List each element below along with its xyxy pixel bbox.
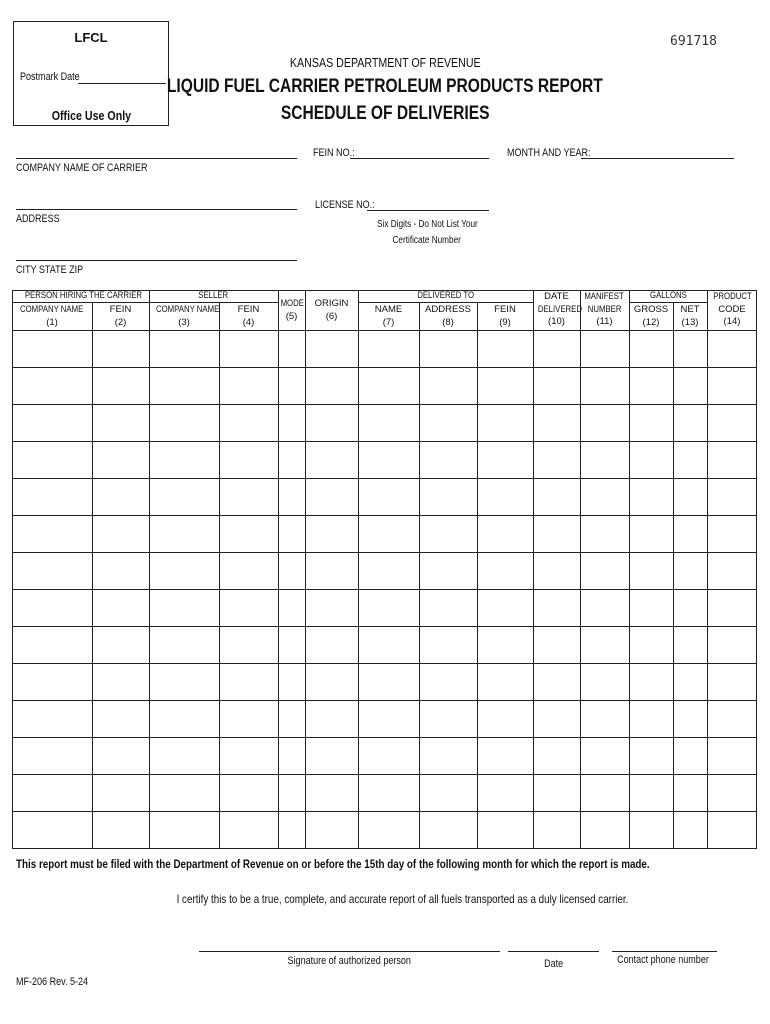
city-state-zip-label: CITY STATE ZIP xyxy=(16,264,84,276)
deliveries-table xyxy=(12,290,757,849)
lfcl-code: LFCL xyxy=(74,30,108,45)
col-header-5: MODE (5) xyxy=(280,298,304,322)
group-seller: SELLER xyxy=(198,290,229,301)
fein-field[interactable] xyxy=(350,158,489,159)
contact-phone-label: Contact phone number xyxy=(617,954,709,966)
office-use-label: Office Use Only xyxy=(51,108,131,123)
city-state-zip-field[interactable] xyxy=(16,260,297,261)
col-header-7: NAME (7) xyxy=(374,304,403,328)
col-header-8: ADDRESS (8) xyxy=(425,304,471,328)
license-label: LICENSE NO.: xyxy=(315,199,375,211)
col-header-9: FEIN (9) xyxy=(494,304,516,328)
filing-deadline-note: This report must be filed with the Department of Revenue on or before the 15th day of the following month for which the report is made. xyxy=(16,857,650,871)
col-header-3: COMPANY NAME (3) xyxy=(155,304,220,328)
col-header-6: ORIGIN (6) xyxy=(314,298,349,322)
col-header-14: PRODUCT CODE (14) xyxy=(712,291,752,327)
license-note-line2: Certificate Number xyxy=(392,235,462,246)
form-subtitle: SCHEDULE OF DELIVERIES xyxy=(280,103,490,124)
date-field[interactable] xyxy=(508,951,599,952)
form-revision: MF-206 Rev. 5-24 xyxy=(16,976,89,988)
form-title: LIQUID FUEL CARRIER PETROLEUM PRODUCTS REPORT xyxy=(167,76,603,97)
address-field[interactable] xyxy=(16,209,297,210)
contact-phone-field[interactable] xyxy=(612,951,717,952)
group-person-hiring: PERSON HIRING THE CARRIER xyxy=(24,290,143,301)
col-header-11: MANIFEST NUMBER (11) xyxy=(584,291,625,327)
postmark-date-label: Postmark Date xyxy=(20,71,80,83)
signature-label: Signature of authorized person xyxy=(287,955,412,967)
col-header-10: DATE DELIVERED (10) xyxy=(537,291,583,327)
company-name-label: COMPANY NAME OF CARRIER xyxy=(16,162,148,174)
department-name: KANSAS DEPARTMENT OF REVENUE xyxy=(289,55,481,70)
fein-label: FEIN NO.: xyxy=(313,147,355,159)
signature-field[interactable] xyxy=(199,951,500,952)
company-name-field[interactable] xyxy=(16,158,297,159)
group-gallons: GALLONS xyxy=(649,290,687,301)
form-number: 691718 xyxy=(670,34,717,49)
group-delivered-to: DELIVERED TO xyxy=(417,290,474,301)
col-header-4: FEIN (4) xyxy=(237,304,260,328)
month-year-label: MONTH AND YEAR: xyxy=(507,147,591,159)
license-note-line1: Six Digits - Do Not List Your xyxy=(376,219,478,230)
col-header-2: FEIN (2) xyxy=(109,304,132,328)
col-header-13: NET (13) xyxy=(680,304,700,328)
table-grid-lines xyxy=(12,290,757,849)
month-year-field[interactable] xyxy=(581,158,734,159)
license-field[interactable] xyxy=(367,210,489,211)
certification-statement: I certify this to be a true, complete, and accurate report of all fuels transported as a duly licensed carrier. xyxy=(176,892,629,906)
date-label: Date xyxy=(543,958,564,970)
col-header-1: COMPANY NAME (1) xyxy=(20,304,84,328)
address-label: ADDRESS xyxy=(16,213,60,225)
col-header-12: GROSS (12) xyxy=(633,304,669,328)
